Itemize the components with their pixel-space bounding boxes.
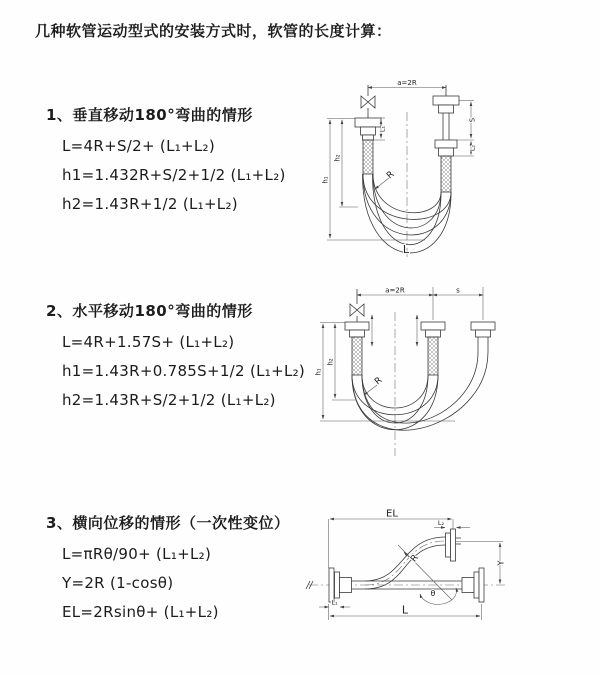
pipe-left	[355, 85, 381, 174]
dim-label-h2: h₂	[333, 154, 342, 162]
valve-icon	[361, 96, 375, 108]
hose-braid	[352, 337, 362, 375]
dim-label-el: EL	[386, 508, 398, 520]
dimensions	[319, 509, 506, 621]
dim-label-l2: L₂	[437, 519, 445, 527]
dim-label-h1: h₁	[315, 368, 323, 376]
radius-label: R	[385, 169, 397, 182]
flange-right	[462, 568, 484, 602]
dim-label-l1: L₁	[378, 125, 387, 133]
dim-label-y: Y	[496, 560, 506, 566]
diagram-1-vertical-bend	[308, 70, 540, 266]
diagram-2-horizontal-bend	[315, 282, 550, 460]
page-title: 几种软管运动型式的安装方式时，软管的长度计算：	[35, 22, 392, 40]
dim-label-l1: L₁	[331, 598, 338, 607]
length-label: L	[402, 243, 410, 256]
hose-braid	[363, 140, 373, 174]
radius-label: R	[409, 553, 421, 565]
flange-top-right	[446, 529, 456, 561]
formula-L: L=4R+1.57S+ (L₁+L₂)	[62, 333, 235, 351]
section-vertical-bend	[46, 104, 286, 219]
radius-label: R	[373, 375, 385, 388]
pipe-middle	[421, 322, 445, 375]
formula-h2: h2=1.43R+1/2 (L₁+L₂)	[62, 195, 238, 213]
hose-braid	[441, 156, 451, 192]
formula-h1: h1=1.43R+0.785S+1/2 (L₁+L₂)	[62, 362, 306, 380]
dim-label-span: a=2R	[397, 79, 417, 87]
section-horizontal-bend	[46, 300, 305, 415]
pipe-right	[471, 322, 495, 352]
diagram-3-lateral-displacement	[303, 505, 570, 650]
dim-label-stroke: s	[456, 286, 460, 295]
angle-label: θ	[430, 589, 436, 598]
formula-L: L=πRθ/90+ (L₁+L₂)	[62, 545, 212, 563]
pipe-right	[433, 85, 459, 192]
centerline-curve	[365, 541, 446, 585]
formula-Y: Y=2R (1-cosθ)	[62, 574, 174, 592]
formula-h2: h2=1.43R+S/2+1/2 (L₁+L₂)	[62, 391, 276, 409]
dimensions	[315, 287, 483, 422]
valve-icon	[350, 304, 364, 316]
formula-EL: EL=2Rsinθ+ (L₁+L₂)	[62, 603, 219, 621]
dim-label-h2: h₂	[326, 358, 335, 366]
pipe-left	[345, 289, 369, 375]
formula-h1: h1=1.432R+S/2+1/2 (L₁+L₂)	[62, 166, 286, 184]
section-2-heading: 2、水平移动180°弯曲的情形	[46, 302, 253, 320]
angle-arc	[420, 588, 456, 604]
hose-u-bend	[352, 352, 488, 430]
dim-label-span: a=2R	[385, 286, 405, 295]
length-label: L	[401, 603, 409, 617]
dim-label-l2: L₂	[468, 144, 477, 152]
flange-left	[329, 568, 352, 602]
angle-leg	[398, 545, 452, 600]
section-3-heading: 3、横向位移的情形（一次性变位）	[46, 514, 290, 532]
section-lateral-displacement	[46, 512, 289, 627]
dim-label-s: S	[468, 117, 477, 123]
formula-L: L=4R+S/2+ (L₁+L₂)	[62, 137, 216, 155]
dim-label-h1: h₁	[321, 176, 330, 184]
section-1-heading: 1、垂直移动180°弯曲的情形	[46, 106, 253, 124]
hose-braid	[428, 337, 438, 375]
